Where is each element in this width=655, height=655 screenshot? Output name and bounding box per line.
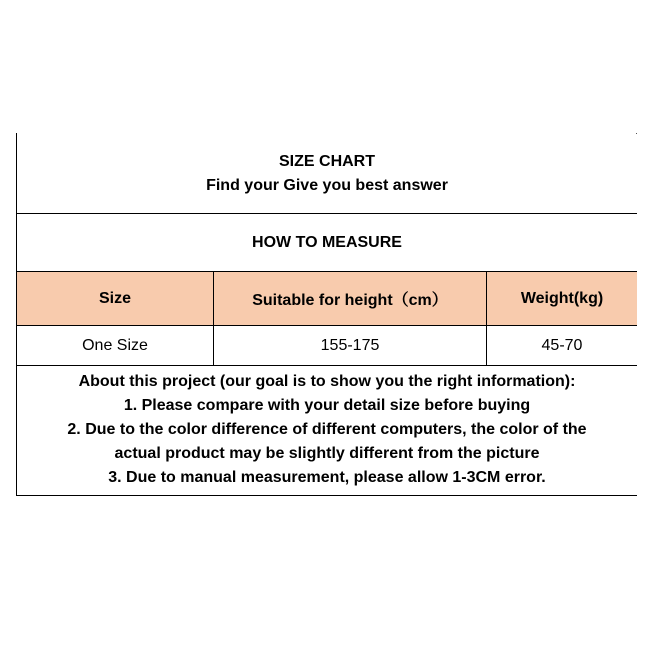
notes-line-1: 1. Please compare with your detail size before buying: [123, 397, 531, 414]
column-separator: [486, 272, 487, 365]
divider: [16, 365, 637, 366]
table-bottom-border: [16, 495, 637, 496]
measure-heading: HOW TO MEASURE: [252, 233, 402, 251]
notes-line-2a: 2. Due to the color difference of different computers, the color of the: [67, 421, 587, 438]
notes-intro: About this project (our goal is to show you the right information):: [78, 373, 576, 390]
table-cell-size: One Size: [82, 336, 148, 354]
chart-title: SIZE CHART: [279, 153, 375, 170]
measure-heading-row: [17, 214, 637, 271]
notes-block: [17, 368, 637, 492]
header-height: Suitable for height（cm）: [252, 292, 448, 309]
title-block: [17, 146, 637, 202]
table-cell-weight: 45-70: [541, 336, 583, 354]
header-size: Size: [98, 289, 131, 307]
corner-mark: [636, 133, 637, 134]
column-separator: [213, 272, 214, 365]
table-cell-height: 155-175: [320, 336, 380, 354]
chart-subtitle: Find your Give you best answer: [206, 177, 448, 194]
notes-line-3: 3. Due to manual measurement, please allow 1-3CM error.: [108, 469, 546, 486]
header-weight: Weight(kg): [520, 289, 604, 307]
notes-line-2b: actual product may be slightly different from the picture: [114, 445, 540, 462]
